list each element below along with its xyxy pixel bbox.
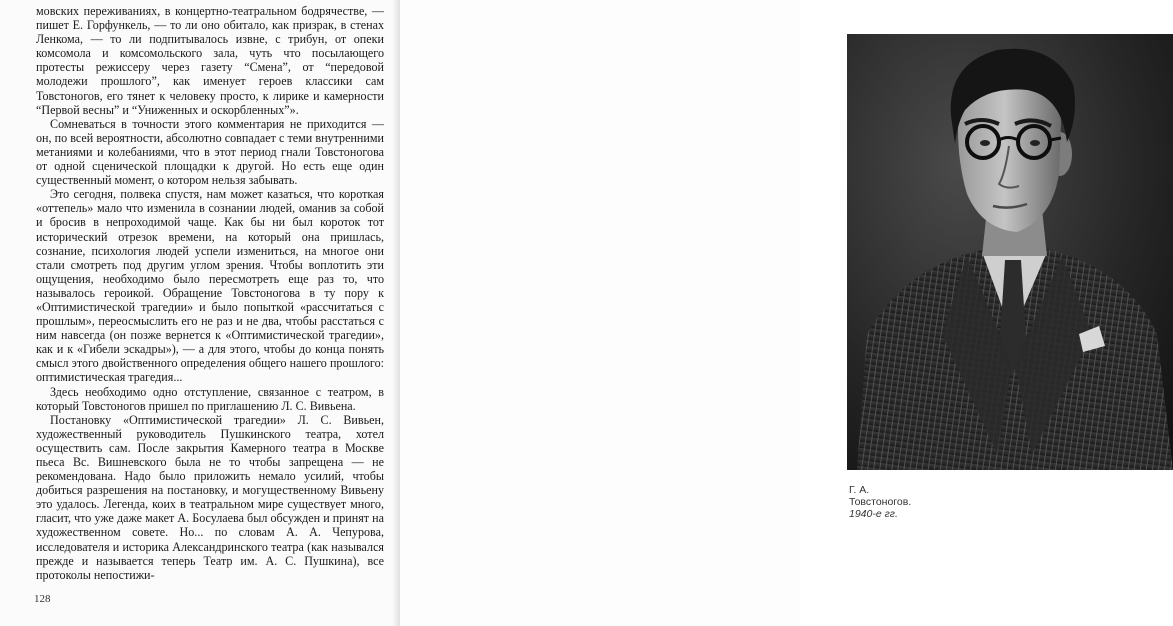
- body-text: [36, 4, 384, 582]
- paragraph-3: Это сегодня, полвека спустя, нам может казаться, что короткая «оттепель» мало что изменила в сознании людей, оманив за собой и бросив в непроходимой чаще. Как бы ни был короток тот исторический отрезок времени, на который она пришлась, сознание, психология людей успели измениться, на многое они стали смотреть под другим углом зрения. Чтобы воплотить эти ощущения, необходимо было пересмотреть еще раз то, что называлось героикой. Обращение Товстоногова в ту пору к «Оптимистической трагедии» и было попыткой «рассчитаться с прошлым», переосмыслить его не раз и не два, чтобы расстаться с ним навсегда (он позже вернется к «Оптимистической трагедии», как и к «Гибели эскадры»), — а для этого, чтобы до конца понять смысл этого двойственного определения общего нашего прошлого: оптимистическая трагедия...: [36, 187, 384, 385]
- portrait-photo: [847, 34, 1173, 470]
- caption-name: Г. А. Товстоногов.: [849, 484, 912, 508]
- photo-caption: [849, 484, 911, 520]
- paragraph-5: Постановку «Оптимистической трагедии» Л. С. Вивьен, художественный руководитель Пушкинского театра, хотел осуществить сам. После закрытия Камерного театра в Москве пьеса Вс. Вишневского была не то чтобы запрещена — не рекомендована. Надо было приложить немало усилий, чтобы добиться разрешения на постановку, и могущественному Вивьену это удалось. Легенда, коих в театральном мире существует много, гласит, что уже даже макет А. Босулаева был обсужден и принят на художественном совете. Но... по словам А. А. Чепурова, исследователя и историка Александринского театра (как назывался прежде и называется теперь Театр им. А. С. Пушкина), все протоколы непостижи-: [36, 412, 384, 582]
- page-number: 128: [34, 593, 51, 605]
- paragraph-2: Сомневаться в точности этого комментария не приходится — он, по всей вероятности, абсолютно совпадает с теми внутренними метаниями и колебаниями, что в этот период гнали Товстоногова от одной сценической площадки к другой. Но есть еще один существенный момент, о котором нельзя забывать.: [36, 116, 384, 188]
- paragraph-1: мовских переживаниях, в концертно-театральном бодрячестве, — пишет Е. Горфункель, — то ли оно обитало, как призрак, в стенах Ленкома, — то ли подпитывалось извне, с трибун, от опеки комсомола и комсомольского зала, чуть что посылающего протесты режиссеру через газету “Смена”, от “передовой молодежи прошлого”, как именует героев классики сам Товстоногов, его тянет к человеку просто, к лирике и камерности “Первой весны” и “Униженных и оскорбленных”».: [36, 4, 384, 117]
- caption-date: 1940-е гг.: [849, 508, 898, 520]
- right-page: [400, 0, 912, 626]
- paragraph-4: Здесь необходимо одно отступление, связанное с театром, в который Товстоногов пришел по приглашению Л. С. Вивьена.: [36, 384, 384, 413]
- left-page: [0, 0, 400, 626]
- portrait-illustration: [847, 34, 1173, 470]
